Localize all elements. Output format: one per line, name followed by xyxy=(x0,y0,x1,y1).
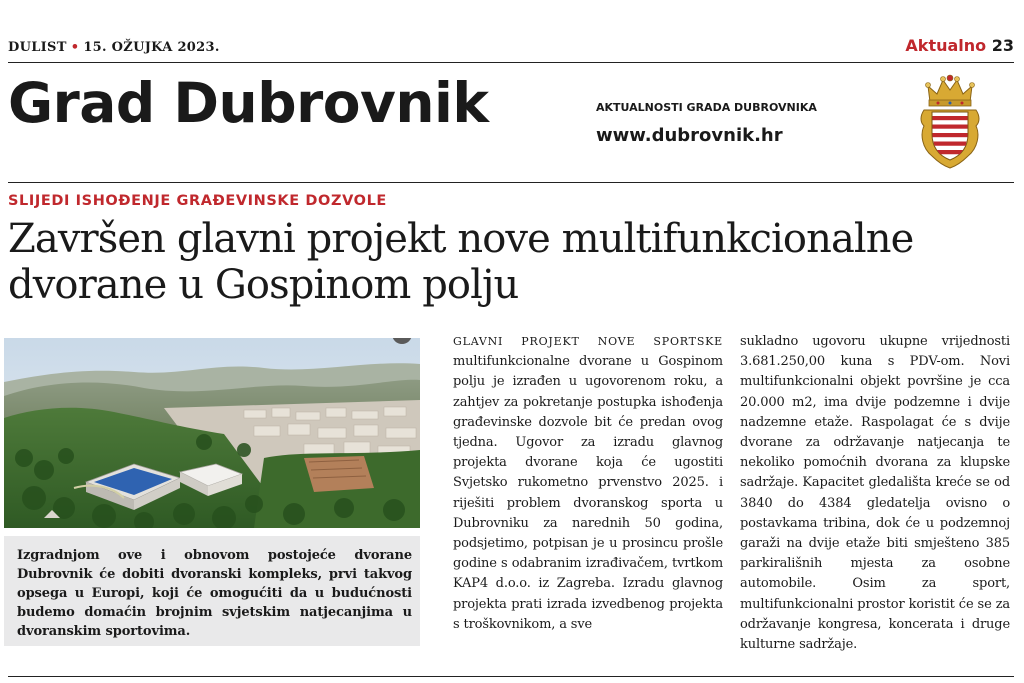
page-number: 23 xyxy=(991,36,1014,55)
bottom-rule xyxy=(8,676,1014,677)
publication-name: DULIST xyxy=(8,40,67,55)
masthead-divider xyxy=(8,182,1014,183)
article-headline: Završen glavni projekt nove multifunkcionalne dvorane u Gospinom polju xyxy=(8,216,914,308)
page-header-bar xyxy=(8,36,1014,63)
masthead-subtitle: AKTUALNOSTI GRADA DUBROVNIKA xyxy=(596,101,817,114)
article-column-1-text: multifunkcionalne dvorane u Gospinom polju je izrađen u ugovorenom roku, a zahtjev za pokretanje postupka ishođenja građevinske dozvole bit će predan ovog tjedna. Ugovor za izradu glavnog projekta dvorane koja će ugostiti Svjetsko rukometno prvenstvo 2025. i riješiti problem dvoranskog sporta u Dubrovniku za narednih 50 godina, podsjetimo, potpisan je u prosincu prošle godine s odabranim izrađivačem, tvrtkom KAP4 d.o.o. iz Zagreba. Izradu glavnog projekta prati izrada izvedbenog projekta s troškovnikom, a sve xyxy=(453,354,723,632)
section-label xyxy=(905,36,1014,55)
masthead-title: Grad Dubrovnik xyxy=(8,71,489,135)
publication-date-line xyxy=(8,40,220,55)
photo-caption: Izgradnjom ove i obnovom postojeće dvorane Dubrovnik će dobiti dvoranski kompleks, prvi takvog opsega u Europi, koji će omogućiti da u budućnosti budemo domaćin brojnim svjetskim natjecanjima u dvoranskim sportovima. xyxy=(4,536,420,646)
article-column-2 xyxy=(740,332,1010,655)
sports-hall-rendering-image xyxy=(4,338,420,528)
separator-dot: • xyxy=(70,40,80,55)
article-kicker: SLIJEDI ISHOĐENJE GRAĐEVINSKE DOZVOLE xyxy=(8,193,387,209)
article-column-2-text: sukladno ugovoru ukupne vrijednosti 3.681.250,00 kuna s PDV-om. Novi multifunkcionalni objekt površine je cca 20.000 m2, ima dvije podzemne i dvije nadzemne etaže. Raspolagat će s dvije dvorane za održavanje natjecanja te nekoliko pomoćnih dvorana za klupske sadržaje. Kapacitet gledališta kreće se od 3840 do 4384 gledatelja ovisno o postavkama tribina, dok će u podzemnoj garaži na dvije etaže biti smješteno 385 parkirališnih mjesta za osobne automobile. Osim za sport, multifunkcionalni prostor koristit će se za održavanje kongresa, koncerata i druge kulturne sadržaje. xyxy=(740,334,1010,653)
section-name: Aktualno xyxy=(905,36,987,55)
issue-date: 15. OŽUJKA 2023. xyxy=(83,40,220,55)
article-column-1 xyxy=(453,332,723,635)
dubrovnik-coat-of-arms-icon xyxy=(918,72,982,170)
article-lead-in: GLAVNI PROJEKT NOVE SPORTSKE xyxy=(453,335,723,348)
masthead-url: www.dubrovnik.hr xyxy=(596,125,783,146)
